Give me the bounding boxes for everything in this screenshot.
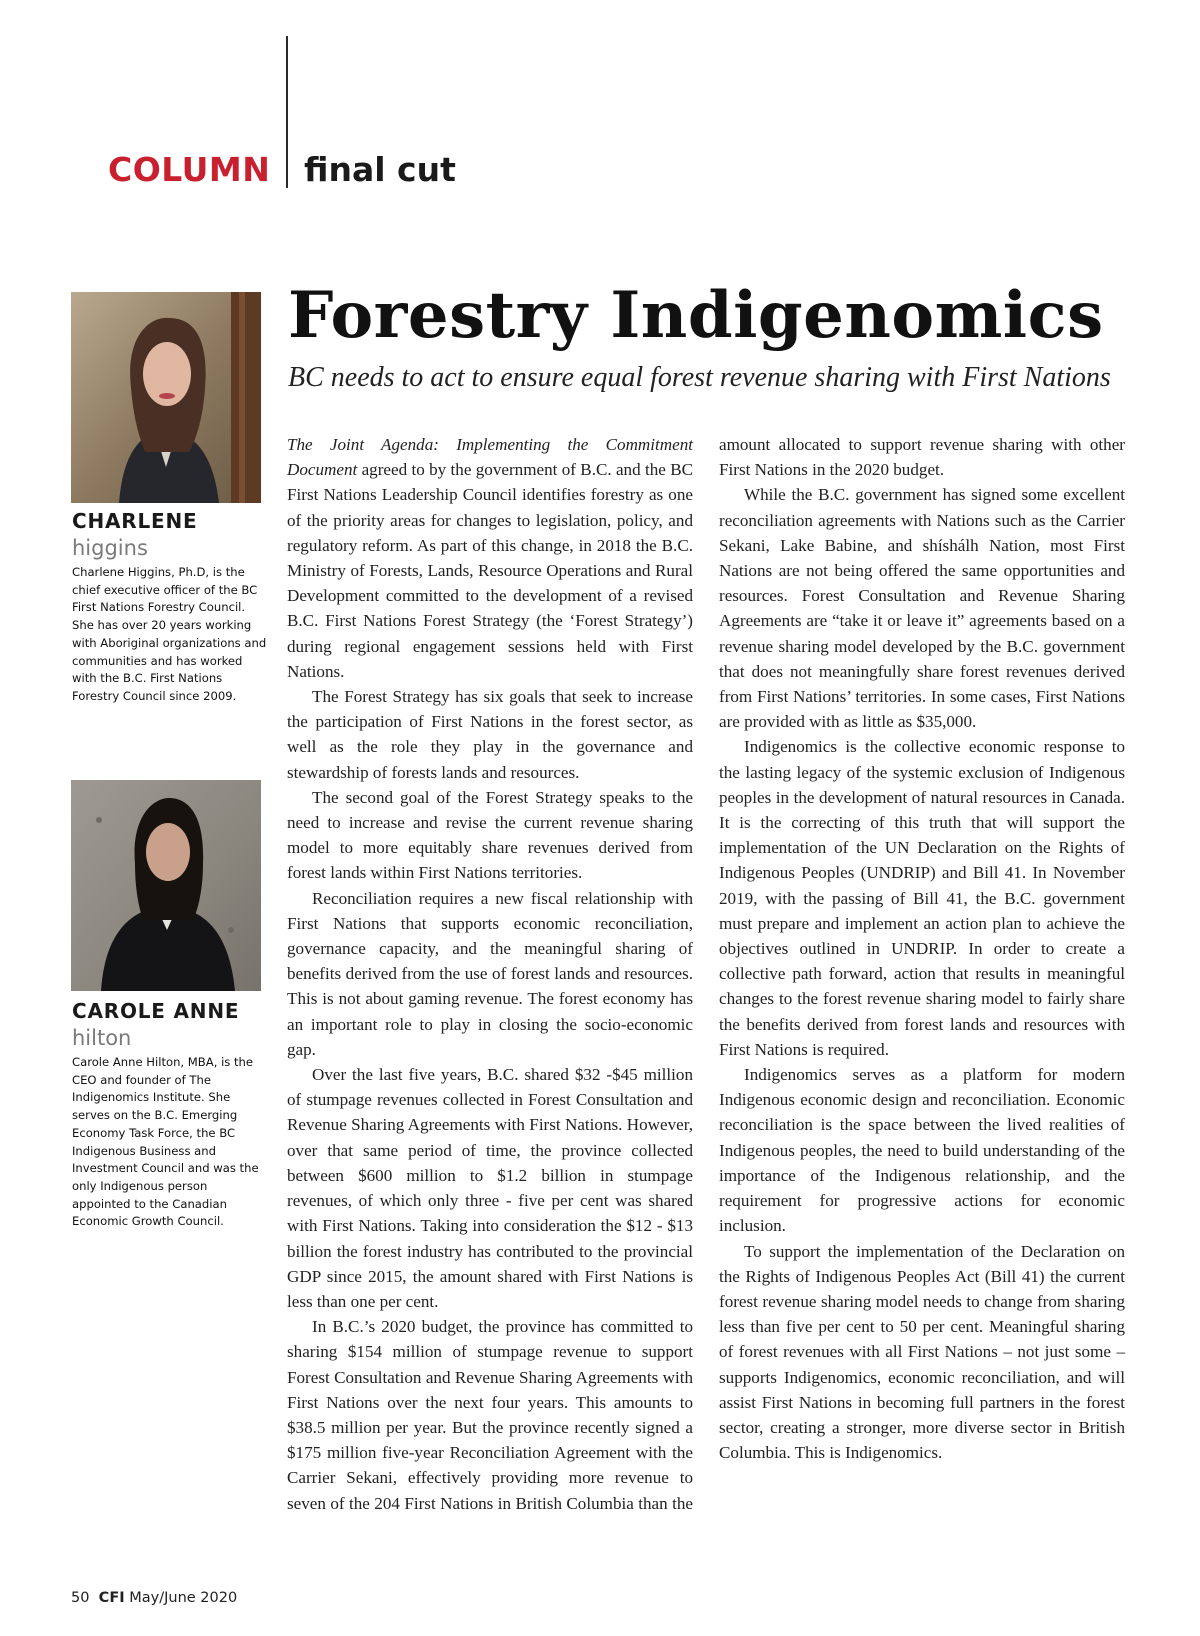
author-first-name: CHARLENE xyxy=(72,509,198,533)
author-photo-carole-anne xyxy=(71,780,261,991)
article-paragraph: The Joint Agenda: Implementing the Commitment Document agreed to by the government of B.C. and the BC First Nations Leadership Council identifies forestry as one of the priority areas for changes to legislation, policy, and regulatory reform. As part of this change, in 2018 the B.C. Ministry of Forests, Lands, Resource Operations and Rural Development committed to the development of a revised B.C. First Nations Forest Strategy (the ‘Forest Strategy’) during regional engagement sessions held with First Nations. xyxy=(287,435,693,681)
author-last-name: higgins xyxy=(72,536,148,560)
author-photo-charlene xyxy=(71,292,261,503)
author-block-charlene xyxy=(72,508,267,706)
column-name: final cut xyxy=(304,150,456,189)
magazine-name: CFI xyxy=(98,1590,125,1606)
author-block-carole-anne xyxy=(72,998,267,1231)
article-paragraph: Over the last five years, B.C. shared $32 -$45 million of stumpage revenues collected in Forest Consultation and Revenue Sharing Agreements with First Nations. However, over that same period of time, the province collected between $600 million to $1.2 billion in stumpage revenues, of which only three - five per cent was shared with First Nations. Taking into consideration the $12 - $13 billion the forest industry has contributed to the provincial GDP since 2015, the amount shared with First Nations is less than one per cent. xyxy=(287,1065,693,1311)
article-paragraph: Reconciliation requires a new fiscal relationship with First Nations that supports economic reconciliation, governance capacity, and the meaningful sharing of benefits derived from the use of forest lands and resources. This is not about gaming revenue. The forest economy has an important role to play in closing the socio-economic gap. xyxy=(287,888,693,1059)
article-body xyxy=(287,432,1125,1566)
issue-date: May/June 2020 xyxy=(129,1590,238,1606)
page-number: 50 xyxy=(71,1590,90,1606)
article-subtitle: BC needs to act to ensure equal forest revenue sharing with First Nations xyxy=(288,362,1111,393)
article-paragraph: Indigenomics serves as a platform for modern Indigenous economic design and reconciliation. Economic reconciliation is the space between the lived realities of Indigenous peoples, the need to build understanding of the importance of the Indigenous relationship, and the requirement for progressive actions for economic inclusion. xyxy=(719,1065,1125,1236)
author-last-name: hilton xyxy=(72,1026,132,1050)
author-bio: Carole Anne Hilton, MBA, is the CEO and founder of The Indigenomics Institute. She serves on the B.C. Emerging Economy Task Force, the BC Indigenous Business and Investment Council and was the only Indigenous person appointed to the Canadian Economic Growth Council. xyxy=(72,1055,259,1229)
article-title: Forestry Indigenomics xyxy=(288,278,1104,353)
column-label: COLUMN xyxy=(108,150,271,189)
article-paragraph: While the B.C. government has signed some excellent reconciliation agreements with Nations such as the Carrier Sekani, Lake Babine, and shíshálh Nation, most First Nations are not being offered the same opportunities and resources. Forest Consultation and Revenue Sharing Agreements are “take it or leave it” agreements based on a revenue sharing model developed by the B.C. government that does not meaningfully share forest revenues derived from First Nations’ territories. In some cases, First Nations are provided with as little as $35,000. xyxy=(719,485,1125,732)
header-divider xyxy=(286,36,288,188)
article-paragraph: In B.C.’s 2020 budget, the province has committed to sharing $154 million of stumpage revenue to support Forest Consultation and Revenue Sharing Agreements with First Nations over the next four years. This amounts to $38.5 million per year. But the province recently signed a $175 million five-year Reconciliation Agreement with the Carrier Sekani, effectively providing more revenue to seven of the 204 First Nations in British Columbia than the amount allocated to support revenue sharing with other First Nations in the 2020 budget. xyxy=(287,435,1125,1513)
author-bio: Charlene Higgins, Ph.D, is the chief executive officer of the BC First Nations Forestry Council. She has over 20 years working with Aboriginal organizations and communities and has worked with the B.C. First Nations Forestry Council since 2009. xyxy=(72,565,267,703)
article-paragraph: The second goal of the Forest Strategy speaks to the need to increase and revise the current revenue sharing model to more equitably share revenues derived from forest lands within First Nations territories. xyxy=(287,787,693,883)
article-paragraph: To support the implementation of the Declaration on the Rights of Indigenous Peoples Act (Bill 41) the current forest revenue sharing model needs to change from sharing less than five per cent to 50 per cent. Meaningful sharing of forest revenues with all First Nations – not just some – supports Indigenomics, economic reconciliation, and will assist First Nations in becoming full partners in the forest sector, creating a stronger, more diverse sector in British Columbia. This is Indigenomics. xyxy=(719,1241,1125,1463)
author-first-name: CAROLE ANNE xyxy=(72,999,240,1023)
article-paragraph: Indigenomics is the collective economic response to the lasting legacy of the systemic exclusion of Indigenous peoples in the development of natural resources in Canada. It is the correcting of this truth that will support the implementation of the UN Declaration on the Rights of Indigenous Peoples (UNDRIP) and Bill 41. In November 2019, with the passing of Bill 41, the B.C. government must prepare and implement an action plan to achieve the objectives outlined in UNDRIP. In order to create a collective path forward, action that results in meaningful changes to the forest revenue sharing model to fairly share the benefits derived from forest lands and resources with First Nations is required. xyxy=(719,737,1125,1059)
page-folio xyxy=(71,1590,237,1606)
article-paragraph: The Forest Strategy has six goals that seek to increase the participation of First Nations in the forest sector, as well as the role they play in the governance and stewardship of forests lands and resources. xyxy=(287,687,693,782)
lead-italic-title: The Joint Agenda: Implementing the Commitment Document xyxy=(287,435,693,480)
